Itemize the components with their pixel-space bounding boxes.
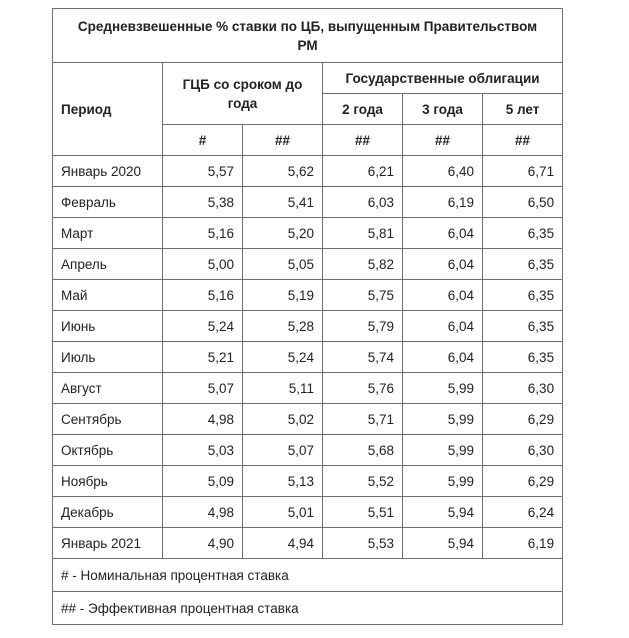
rate-cell: 6,30 [483,373,563,404]
table-row [53,342,563,373]
table-row [53,435,563,466]
rate-cell: 6,71 [483,156,563,187]
rate-cell: 5,57 [163,156,243,187]
note-row [53,592,563,625]
rate-cell: 5,28 [243,311,323,342]
period-cell: Март [53,218,163,249]
rate-cell: 5,21 [163,342,243,373]
table-row [53,249,563,280]
rate-cell: 5,51 [323,497,403,528]
rate-cell: 5,11 [243,373,323,404]
rate-cell: 6,24 [483,497,563,528]
period-cell: Май [53,280,163,311]
rate-cell: 4,98 [163,497,243,528]
period-cell: Февраль [53,187,163,218]
rate-cell: 6,04 [403,280,483,311]
rate-cell: 6,35 [483,342,563,373]
bonds-term-header: 2 года [323,94,403,125]
rate-cell: 5,94 [403,497,483,528]
rate-cell: 5,01 [243,497,323,528]
period-cell: Июнь [53,311,163,342]
rate-cell: 5,03 [163,435,243,466]
rate-cell: 5,07 [163,373,243,404]
rate-cell: 5,38 [163,187,243,218]
rate-mark-header: ## [403,125,483,156]
table-title: Средневзвешенные % ставки по ЦБ, выпущенным Правительством РМ [53,9,563,63]
rate-cell: 5,99 [403,373,483,404]
table-row [53,497,563,528]
rates-table-container [52,8,562,625]
rate-cell: 6,29 [483,404,563,435]
rate-cell: 4,98 [163,404,243,435]
rate-cell: 5,16 [163,280,243,311]
table-row [53,187,563,218]
rate-cell: 6,04 [403,249,483,280]
period-cell: Ноябрь [53,466,163,497]
header-row [53,63,563,94]
rate-cell: 6,30 [483,435,563,466]
rate-cell: 5,99 [403,466,483,497]
note-row [53,559,563,592]
rate-cell: 5,53 [323,528,403,559]
rate-cell: 5,19 [243,280,323,311]
gcb-header: ГЦБ со сроком до года [163,63,323,125]
rate-cell: 6,19 [483,528,563,559]
period-cell: Октябрь [53,435,163,466]
rate-cell: 5,99 [403,435,483,466]
rate-cell: 5,74 [323,342,403,373]
rate-cell: 5,71 [323,404,403,435]
rate-mark-header: ## [323,125,403,156]
rate-cell: 5,94 [403,528,483,559]
rate-cell: 6,35 [483,280,563,311]
bonds-header: Государственные облигации [323,63,563,94]
rate-cell: 6,03 [323,187,403,218]
rate-cell: 4,94 [243,528,323,559]
rate-cell: 6,50 [483,187,563,218]
rate-mark-header: ## [483,125,563,156]
rate-cell: 6,04 [403,218,483,249]
rate-cell: 6,35 [483,311,563,342]
rate-cell: 5,20 [243,218,323,249]
rate-cell: 6,29 [483,466,563,497]
rate-cell: 5,24 [243,342,323,373]
table-row [53,156,563,187]
note-effective: ## - Эффективная процентная ставка [53,592,563,625]
rate-cell: 5,76 [323,373,403,404]
period-header: Период [53,63,163,156]
rate-cell: 5,00 [163,249,243,280]
rate-cell: 6,40 [403,156,483,187]
period-cell: Январь 2020 [53,156,163,187]
rate-cell: 6,04 [403,342,483,373]
bonds-term-header: 5 лет [483,94,563,125]
rate-cell: 6,21 [323,156,403,187]
period-cell: Сентябрь [53,404,163,435]
table-row [53,218,563,249]
table-row [53,466,563,497]
period-cell: Август [53,373,163,404]
rate-cell: 5,82 [323,249,403,280]
rate-cell: 5,16 [163,218,243,249]
rate-cell: 5,99 [403,404,483,435]
rate-cell: 5,09 [163,466,243,497]
table-row [53,404,563,435]
period-cell: Январь 2021 [53,528,163,559]
rates-table [52,8,563,625]
rate-cell: 5,05 [243,249,323,280]
table-row [53,280,563,311]
rate-cell: 5,52 [323,466,403,497]
note-nominal: # - Номинальная процентная ставка [53,559,563,592]
table-row [53,528,563,559]
rate-cell: 5,13 [243,466,323,497]
table-row [53,311,563,342]
period-cell: Декабрь [53,497,163,528]
table-row [53,373,563,404]
rate-cell: 5,62 [243,156,323,187]
rate-cell: 5,02 [243,404,323,435]
rate-cell: 4,90 [163,528,243,559]
period-cell: Апрель [53,249,163,280]
rate-cell: 6,35 [483,218,563,249]
bonds-term-header: 3 года [403,94,483,125]
rate-cell: 5,07 [243,435,323,466]
rate-cell: 5,79 [323,311,403,342]
rate-cell: 5,75 [323,280,403,311]
rate-mark-header: # [163,125,243,156]
rate-mark-header: ## [243,125,323,156]
rate-cell: 5,24 [163,311,243,342]
table-body [53,156,563,559]
rate-cell: 5,81 [323,218,403,249]
rate-cell: 5,41 [243,187,323,218]
rate-cell: 6,19 [403,187,483,218]
title-row [53,9,563,63]
rate-cell: 5,68 [323,435,403,466]
rate-cell: 6,35 [483,249,563,280]
period-cell: Июль [53,342,163,373]
rate-cell: 6,04 [403,311,483,342]
